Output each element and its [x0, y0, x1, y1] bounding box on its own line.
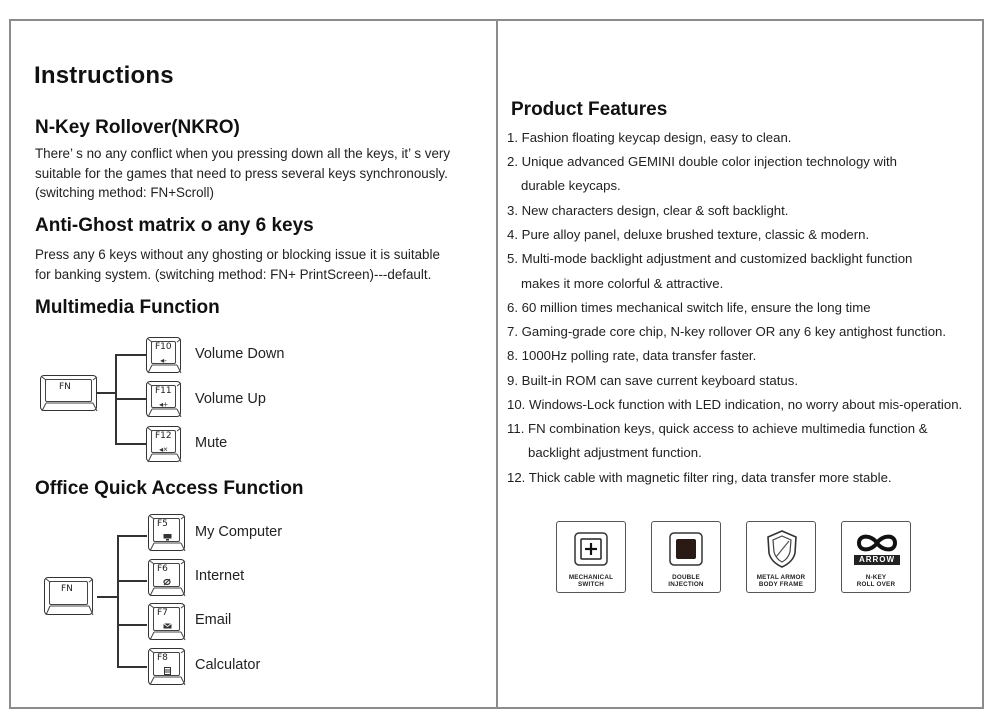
volume-down-icon: ◂-: [160, 356, 167, 365]
double-injection-icon: [669, 532, 703, 566]
f8-key-label: F8: [157, 653, 168, 663]
feature-item-10: 10. Windows-Lock function with LED indication, no worry about mis-operation.: [507, 397, 963, 412]
feature-item-1: 1. Fashion floating keycap design, easy to clean.: [507, 130, 792, 145]
badge-mechanical-switch: [556, 521, 626, 593]
badge-mechanical-line1: MECHANICAL: [568, 574, 614, 581]
f10-key: [146, 337, 181, 373]
shield-icon: [765, 529, 799, 569]
features-title: Product Features: [511, 99, 668, 120]
feature-item-5: 5. Multi-mode backlight adjustment and customized backlight function: [507, 251, 913, 266]
feature-item-12: 12. Thick cable with magnetic filter ring, data transfer more stable.: [507, 470, 892, 485]
badge-armor-line2: BODY FRAME: [758, 581, 804, 588]
volume-up-label: Volume Up: [195, 391, 266, 407]
f5-key: [148, 514, 185, 551]
fn-key-label: FN: [59, 382, 71, 392]
nkro-heading: N-Key Rollover(NKRO): [35, 117, 240, 138]
f6-key: [148, 559, 185, 596]
volume-up-icon: ◂+: [159, 400, 168, 409]
feature-item-2-cont: durable keycaps.: [521, 178, 621, 193]
feature-item-6: 6. 60 million times mechanical switch life, ensure the long time: [507, 300, 871, 315]
f12-key: [146, 426, 181, 462]
feature-item-5-cont: makes it more colorful & attractive.: [521, 276, 724, 291]
feature-item-11-cont: backlight adjustment function.: [528, 445, 702, 460]
f12-key-label: F12: [155, 431, 172, 441]
antighost-heading: Anti-Ghost matrix o any 6 keys: [35, 215, 314, 236]
badge-armor-line1: METAL ARMOR: [756, 574, 806, 581]
mute-label: Mute: [195, 435, 228, 451]
features-panel: [496, 19, 984, 709]
internet-icon: [163, 578, 171, 586]
badge-double-line1: DOUBLE: [672, 574, 700, 581]
feature-item-4: 4. Pure alloy panel, deluxe brushed texture, classic & modern.: [507, 227, 870, 242]
f5-key-label: F5: [157, 519, 168, 529]
badge-nkey-line2: ROLL OVER: [856, 581, 896, 588]
feature-item-2: 2. Unique advanced GEMINI double color injection technology with: [507, 154, 897, 169]
volume-down-label: Volume Down: [195, 346, 285, 362]
nkro-line-1: There’ s no any conflict when you pressing down all the keys, it’ s very: [35, 146, 451, 161]
feature-item-9: 9. Built-in ROM can save current keyboard status.: [507, 373, 798, 388]
feature-item-11: 11. FN combination keys, quick access to achieve multimedia function &: [507, 421, 928, 436]
office-heading: Office Quick Access Function: [35, 478, 304, 499]
multimedia-heading: Multimedia Function: [35, 297, 220, 318]
nkro-line-2: suitable for the games that need to press several keys synchronously.: [35, 166, 448, 181]
email-label: Email: [195, 612, 232, 628]
fn-key: [40, 375, 97, 411]
infinity-icon: [854, 532, 900, 554]
f6-key-label: F6: [157, 564, 168, 574]
feature-item-7: 7. Gaming-grade core chip, N-key rollover OR any 6 key antighost function.: [507, 324, 947, 339]
f11-key: [146, 381, 181, 417]
badge-mechanical-line2: SWITCH: [577, 581, 605, 588]
antighost-line-1: Press any 6 keys without any ghosting or blocking issue it is suitable: [35, 247, 440, 262]
badge-nkey-rollover: [841, 521, 911, 593]
badge-metal-armor: [746, 521, 816, 593]
email-icon: [163, 623, 172, 629]
f11-key-label: F11: [155, 386, 172, 396]
fn-key-office-label: FN: [61, 584, 73, 594]
nkro-line-3: (switching method: FN+Scroll): [35, 185, 214, 200]
f10-key-label: F10: [155, 342, 172, 352]
computer-icon: [163, 534, 172, 541]
f8-key: [148, 648, 185, 685]
arrow-brand-mark: ARROW: [854, 555, 900, 565]
feature-item-3: 3. New characters design, clear & soft backlight.: [507, 203, 789, 218]
mechanical-switch-icon: [574, 532, 608, 566]
mute-icon: ◂×: [159, 445, 168, 454]
badge-double-line2: INJECTION: [668, 581, 704, 588]
calculator-label: Calculator: [195, 657, 261, 673]
badge-double-injection: [651, 521, 721, 593]
antighost-line-2: for banking system. (switching method: FN+ PrintScreen)---default.: [35, 267, 432, 282]
my-computer-label: My Computer: [195, 524, 283, 540]
f7-key-label: F7: [157, 608, 168, 618]
instructions-title: Instructions: [34, 62, 174, 89]
calculator-icon: [164, 667, 171, 675]
internet-label: Internet: [195, 568, 245, 584]
feature-item-8: 8. 1000Hz polling rate, data transfer faster.: [507, 348, 757, 363]
badge-nkey-line1: N-KEY: [865, 574, 887, 581]
fn-key-office: [44, 577, 93, 615]
f7-key: [148, 603, 185, 640]
